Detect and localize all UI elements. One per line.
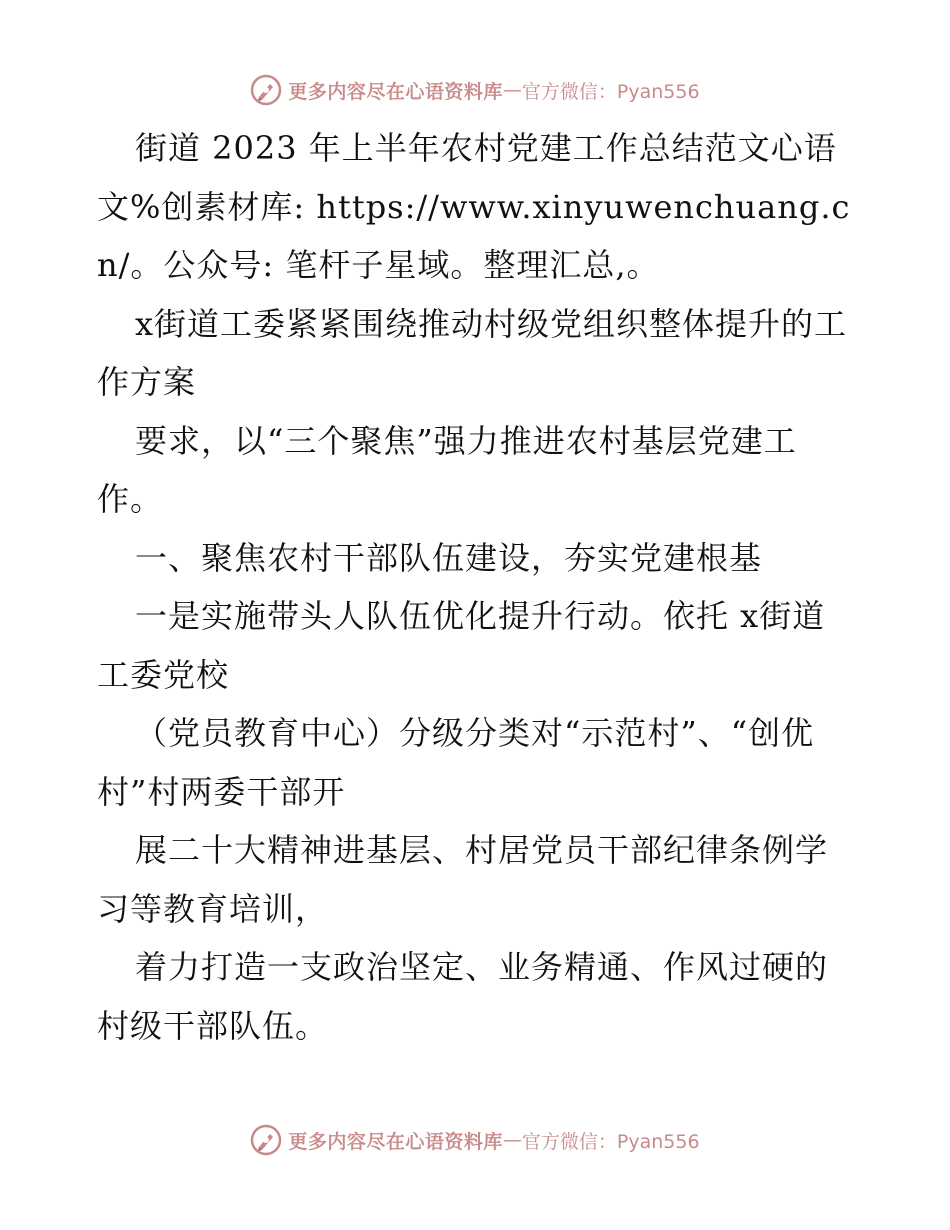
watermark-separator: — (502, 1129, 522, 1151)
watermark-wechat: 官方微信：Pyan556 (521, 80, 700, 103)
paragraph-title: 街道 2023 年上半年农村党建工作总结范文心语文%创素材库: https://www.xinyuwenchuang.cn/。公众号: 笔杆子星域。整理汇总,。 (97, 129, 851, 284)
watermark-text: 更多内容尽在心语资料库 (288, 1130, 503, 1153)
paragraph-action-one: 一是实施带头人队伍优化提升行动。依托 x街道工委党校 (97, 597, 826, 694)
pen-logo-icon (250, 74, 282, 106)
paragraph-training: （党员教育中心）分级分类对“示范村”、“创优村”村两委干部开 (97, 714, 815, 811)
section-heading: 一、聚焦农村干部队伍建设，夯实党建根基 (135, 538, 763, 577)
document-body (97, 119, 857, 1055)
footer-watermark (0, 1120, 950, 1160)
paragraph-education: 展二十大精神进基层、村居党员干部纪律条例学习等教育培训， (97, 831, 829, 928)
paragraph-requirement: 要求，以“三个聚焦”强力推进农村基层党建工作。 (97, 421, 797, 518)
paragraph-intro: x街道工委紧紧围绕推动村级党组织整体提升的工作方案 (97, 304, 848, 401)
paragraph-goal: 着力打造一支政治坚定、业务精通、作风过硬的村级干部队伍。 (97, 948, 829, 1045)
pen-logo-icon (250, 1124, 282, 1156)
watermark-text: 更多内容尽在心语资料库 (288, 80, 503, 103)
watermark-separator: — (502, 79, 522, 101)
header-watermark (0, 70, 950, 110)
watermark-wechat: 官方微信：Pyan556 (521, 1130, 700, 1153)
